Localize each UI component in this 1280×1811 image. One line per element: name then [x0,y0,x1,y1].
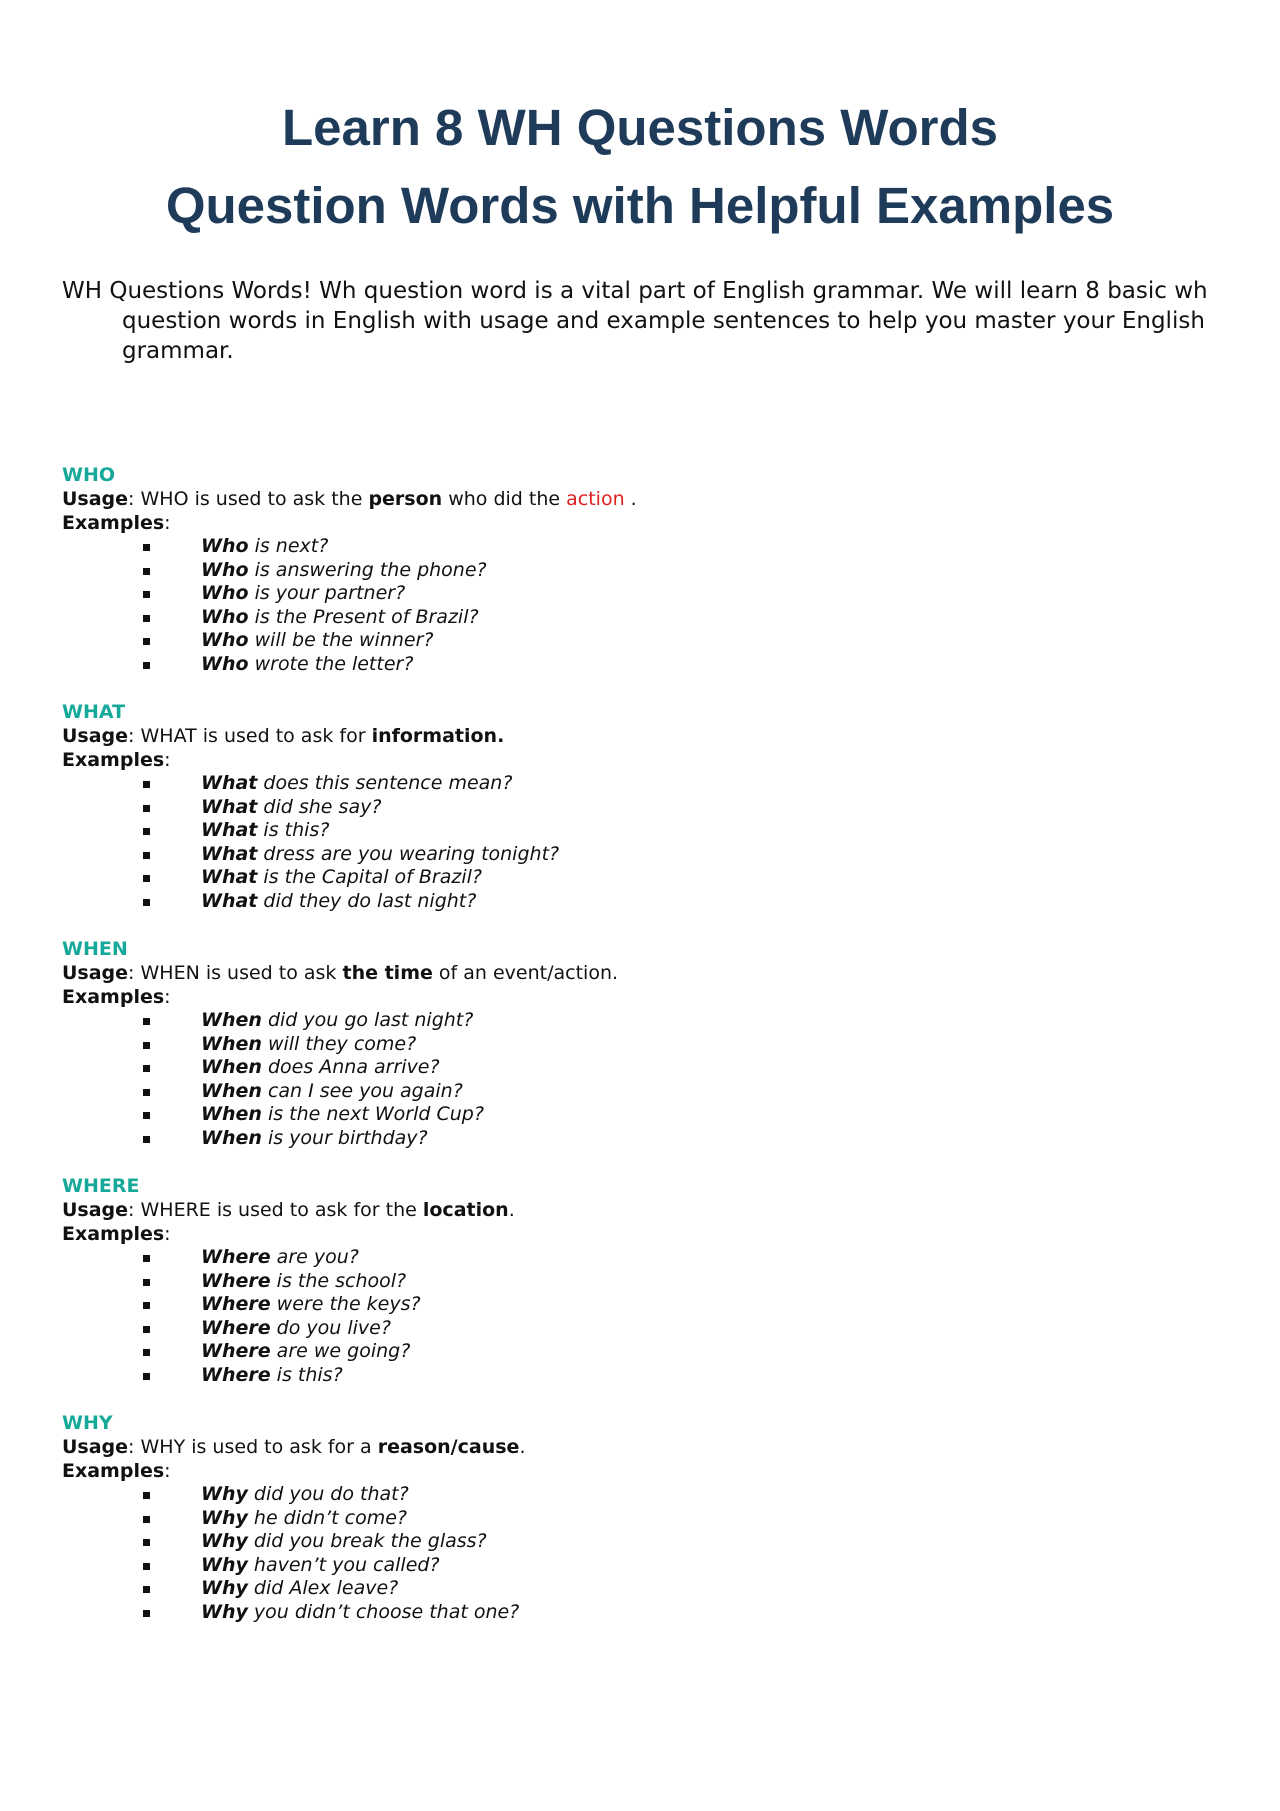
example-item [62,796,1162,820]
bullet-icon [143,1065,150,1072]
bullet-icon [143,781,150,788]
example-item [62,1056,1162,1080]
usage-keyword: the time [342,962,433,984]
question-word: When [201,1103,262,1126]
example-item [62,866,1162,890]
example-item [62,1601,1162,1625]
examples-label: Examples [62,1223,165,1245]
example-text: will be the winner? [248,629,434,652]
question-word: Why [201,1553,248,1576]
examples-list [62,772,1162,914]
examples-label-line: Examples: [62,512,171,534]
usage-line: Usage: WHY is used to ask for a reason/cause. [62,1436,526,1458]
section-what [62,700,1162,914]
example-text: is this? [257,819,330,842]
usage-text-end: . [624,488,637,510]
examples-label: Examples [62,749,165,771]
question-word: What [201,866,258,889]
example-item [62,1293,1162,1317]
example-item [62,535,1162,559]
bullet-icon [143,1279,150,1286]
question-word: Why [201,1577,248,1600]
question-word: Where [201,1363,271,1386]
bullet-icon [143,638,150,645]
examples-list [62,1246,1162,1388]
usage-text-end: . [508,1199,515,1221]
example-item [62,772,1162,796]
bullet-icon [143,1349,150,1356]
question-word: When [201,1032,262,1055]
usage-line: Usage: WHAT is used to ask for information. [62,725,505,747]
usage-text: WHERE is used to ask for the [140,1199,423,1221]
examples-label: Examples [62,986,165,1008]
section-who [62,463,1162,677]
example-text: wrote the letter? [248,652,414,675]
bullet-icon [143,899,150,906]
example-text: is this? [270,1363,343,1386]
bullet-icon [143,1586,150,1593]
usage-label: Usage [62,1199,129,1221]
example-item [62,1483,1162,1507]
usage-keyword: information. [371,725,505,747]
example-item [62,1507,1162,1531]
example-text: did you do that? [247,1483,409,1505]
example-text: is the school? [270,1269,407,1292]
example-item [62,1033,1162,1057]
example-text: dress are you wearing tonight? [257,842,560,865]
question-word: Who [201,605,249,628]
example-item [62,1577,1162,1601]
bullet-icon [143,1255,150,1262]
usage-text: WHO is used to ask the [140,488,369,510]
bullet-icon [143,1136,150,1143]
example-text: is the Capital of Brazil? [257,866,482,889]
example-text: will they come? [261,1032,417,1055]
bullet-icon [143,852,150,859]
example-item [62,1080,1162,1104]
usage-line: Usage: WHEN is used to ask the time of an event/action. [62,962,619,984]
question-word: Who [201,629,249,652]
usage-text-mid: who did the [442,488,567,510]
usage-keyword: person [368,488,443,510]
usage-highlight: action [566,488,625,510]
example-item [62,582,1162,606]
examples-label-line: Examples: [62,749,171,771]
section-where [62,1174,1162,1388]
bullet-icon [143,1302,150,1309]
question-word: Who [201,558,249,581]
question-word: What [201,795,258,818]
usage-text: WHAT is used to ask for [140,725,372,747]
example-text: can I see you again? [261,1079,463,1102]
question-word: Who [201,652,249,675]
example-item [62,606,1162,630]
question-word: Who [201,535,249,557]
example-text: did they do last night? [257,889,477,912]
bullet-icon [143,1610,150,1617]
example-text: is your partner? [248,582,406,605]
examples-list [62,1483,1162,1625]
question-word: Who [201,582,249,605]
bullet-icon [143,1018,150,1025]
question-word: When [201,1126,262,1149]
question-word: Why [201,1600,248,1623]
bullet-icon [143,544,150,551]
example-text: did Alex leave? [247,1577,399,1600]
section-when [62,937,1162,1151]
bullet-icon [143,875,150,882]
examples-label: Examples [62,512,165,534]
example-text: is next? [248,535,329,557]
question-word: Where [201,1269,271,1292]
bullet-icon [143,662,150,669]
examples-label-line: Examples: [62,1223,171,1245]
example-item [62,1317,1162,1341]
question-word: Where [201,1293,271,1316]
bullet-icon [143,1112,150,1119]
example-item [62,1530,1162,1554]
usage-text: WHY is used to ask for a [140,1436,378,1458]
question-word: What [201,772,258,794]
example-text: did you break the glass? [247,1530,487,1553]
question-word: What [201,889,258,912]
section-heading: WHO [62,464,116,486]
usage-label: Usage [62,962,129,984]
bullet-icon [143,1563,150,1570]
question-word: When [201,1079,262,1102]
bullet-icon [143,615,150,622]
example-text: were the keys? [270,1293,421,1316]
example-item [62,1246,1162,1270]
example-item [62,890,1162,914]
usage-keyword: reason/cause [377,1436,520,1458]
usage-keyword: location [422,1199,509,1221]
example-item [62,1270,1162,1294]
usage-label: Usage [62,725,129,747]
example-text: did you go last night? [261,1009,474,1031]
examples-label-line: Examples: [62,1460,171,1482]
examples-list [62,535,1162,677]
bullet-icon [143,1492,150,1499]
example-text: is the Present of Brazil? [248,605,479,628]
example-text: you didn’t choose that one? [247,1600,520,1623]
example-text: are you? [270,1246,359,1268]
example-text: does this sentence mean? [257,772,513,794]
question-word: Why [201,1530,248,1553]
section-heading: WHEN [62,938,128,960]
question-word: Where [201,1316,271,1339]
bullet-icon [143,1042,150,1049]
example-text: is answering the phone? [248,558,487,581]
question-word: When [201,1009,262,1031]
usage-text: WHEN is used to ask [140,962,343,984]
example-text: haven’t you called? [247,1553,440,1576]
usage-label: Usage [62,1436,129,1458]
page-subtitle: Question Words with Helpful Examples [165,177,1115,234]
examples-list [62,1009,1162,1151]
bullet-icon [143,1089,150,1096]
example-item [62,653,1162,677]
example-item [62,819,1162,843]
examples-label-line: Examples: [62,986,171,1008]
usage-text-end: of an event/action. [432,962,619,984]
usage-label: Usage [62,488,129,510]
usage-line: Usage: WHO is used to ask the person who did the action . [62,488,637,510]
example-item [62,559,1162,583]
examples-label: Examples [62,1460,165,1482]
question-word: When [201,1056,262,1079]
section-heading: WHERE [62,1175,140,1197]
question-word: Where [201,1246,271,1268]
bullet-icon [143,1539,150,1546]
bullet-icon [143,568,150,575]
usage-text-end: . [519,1436,526,1458]
question-word: What [201,819,258,842]
example-text: are we going? [270,1340,411,1363]
example-text: is your birthday? [261,1126,428,1149]
section-heading: WHY [62,1412,113,1434]
example-text: did she say? [257,795,382,818]
bullet-icon [143,1326,150,1333]
question-word: Why [201,1506,248,1529]
section-why [62,1411,1162,1625]
question-word: What [201,842,258,865]
example-text: he didn’t come? [247,1506,408,1529]
example-text: do you live? [270,1316,391,1339]
example-item [62,1554,1162,1578]
section-heading: WHAT [62,701,126,723]
bullet-icon [143,805,150,812]
bullet-icon [143,1516,150,1523]
example-item [62,1364,1162,1388]
example-item [62,1127,1162,1151]
example-item [62,1009,1162,1033]
example-item [62,1340,1162,1364]
question-word: Why [201,1483,248,1505]
usage-line: Usage: WHERE is used to ask for the location. [62,1199,515,1221]
example-item [62,1103,1162,1127]
page-title: Learn 8 WH Questions Words [282,99,998,156]
bullet-icon [143,828,150,835]
example-item [62,629,1162,653]
intro-paragraph: WH Questions Words! Wh question word is a vital part of English grammar. We will learn 8 basic wh question words in English with usage and example sentences to help you master your English grammar. [62,278,1208,364]
bullet-icon [143,1373,150,1380]
bullet-icon [143,591,150,598]
example-item [62,843,1162,867]
question-word: Where [201,1340,271,1363]
example-text: does Anna arrive? [261,1056,440,1079]
example-text: is the next World Cup? [261,1103,484,1126]
